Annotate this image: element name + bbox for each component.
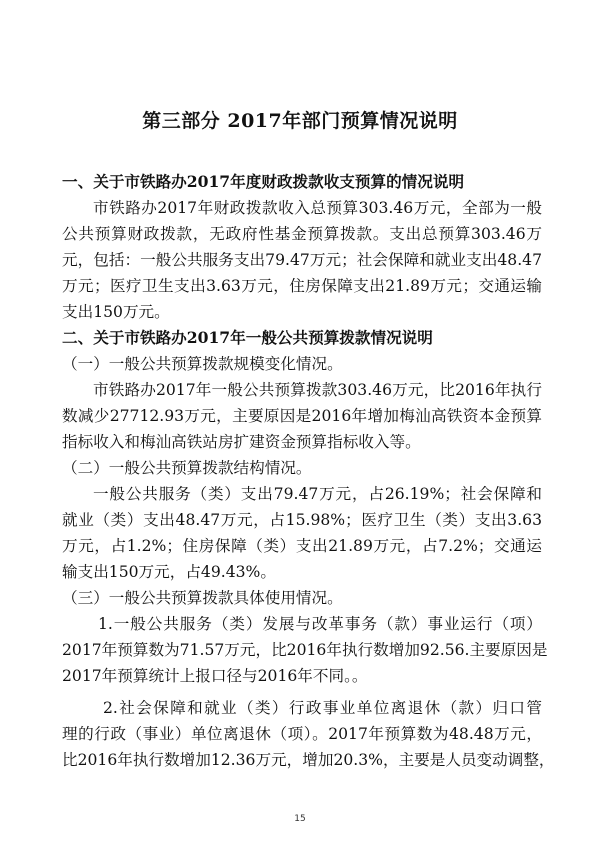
paragraph-line: 公共预算财政拨款，无政府性基金预算拨款。支出总预算303.46万	[62, 225, 542, 243]
paragraph-line: 万元，占1.2%；住房保障（类）支出21.89万元，占7.2%；交通运	[62, 537, 542, 555]
document-title: 第三部分 2017年部门预算情况说明	[142, 110, 458, 132]
subsection-3-heading: （三）一般公共预算拨款具体使用情况。	[62, 589, 343, 607]
paragraph-line: 市铁路办2017年财政拨款收入总预算303.46万元，全部为一般	[93, 199, 542, 217]
paragraph-line: 1.一般公共服务（类）发展与改革事务（款）事业运行（项）	[98, 615, 542, 633]
paragraph-line: 2017年预算数为71.57万元，比2016年执行数增加92.56.主要原因是	[62, 641, 548, 659]
paragraph-line: 市铁路办2017年一般公共预算拨款303.46万元，比2016年执行	[93, 381, 542, 399]
paragraph-line: 支出150万元。	[62, 303, 170, 321]
paragraph-line: 就业（类）支出48.47万元，占15.98%；医疗卫生（类）支出3.63	[62, 511, 542, 529]
paragraph-line: 比2016年执行数增加12.36万元，增加20.3%，主要是人员变动调整，	[62, 751, 555, 769]
paragraph-line: 2.社会保障和就业（类）行政事业单位离退休（款）归口管	[103, 699, 542, 717]
section-2-heading: 二、关于市铁路办2017年一般公共预算拨款情况说明	[62, 328, 433, 347]
page-number: 15	[294, 814, 306, 824]
paragraph-line: 元，包括：一般公共服务支出79.47万元；社会保障和就业支出48.47	[62, 251, 542, 269]
paragraph-line: 一般公共服务（类）支出79.47万元，占26.19%；社会保障和	[93, 485, 542, 503]
subsection-2-heading: （二）一般公共预算拨款结构情况。	[62, 459, 312, 477]
section-1-heading: 一、关于市铁路办2017年度财政拨款收支预算的情况说明	[62, 172, 465, 191]
paragraph-line: 万元；医疗卫生支出3.63万元，住房保障支出21.89万元；交通运输	[62, 277, 542, 295]
paragraph-line: 指标收入和梅汕高铁站房扩建资金预算指标收入等。	[62, 433, 421, 451]
paragraph-line: 2017年预算统计上报口径与2016年不同。。	[62, 667, 368, 685]
paragraph-line: 数减少27712.93万元，主要原因是2016年增加梅汕高铁资本金预算	[62, 407, 542, 425]
subsection-1-heading: （一）一般公共预算拨款规模变化情况。	[62, 355, 343, 373]
paragraph-line: 输支出150万元，占49.43%。	[62, 563, 276, 581]
paragraph-line: 理的行政（事业）单位离退休（项）。2017年预算数为48.48万元，	[62, 725, 542, 743]
